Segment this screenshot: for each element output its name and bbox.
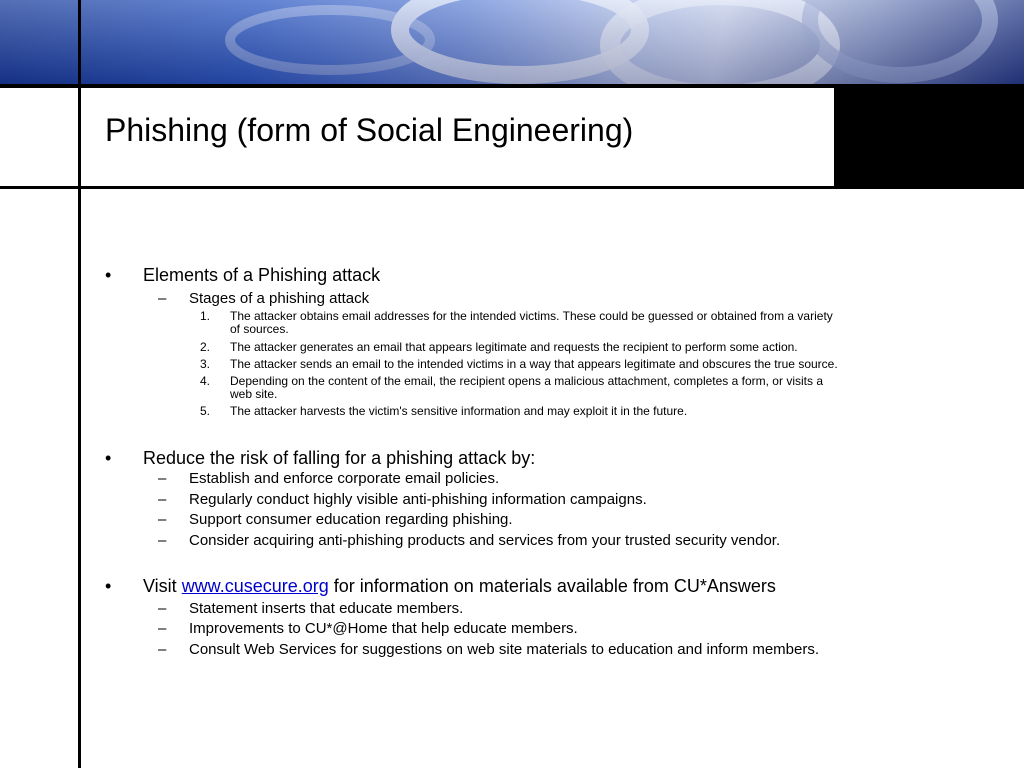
step-text-continued: web site. [230, 387, 278, 401]
step-number: 4. [200, 374, 211, 388]
step-text: The attacker generates an email that appears legitimate and requests the recipient to perform some action. [230, 340, 798, 354]
subitem: Consult Web Services for suggestions on web site materials to education and inform members. [189, 641, 820, 658]
visit-text-after: for information on materials available from CU*Answers [328, 576, 776, 596]
slide-title: Phishing (form of Social Engineering) [105, 112, 634, 148]
subitem: Regularly conduct highly visible anti-phishing information campaigns. [189, 491, 647, 508]
dash-marker: – [158, 600, 167, 617]
dash-marker: – [158, 470, 167, 487]
subitem: Statement inserts that educate members. [189, 600, 464, 617]
step-text: The attacker harvests the victim's sensitive information and may exploit it in the future. [230, 404, 688, 418]
section-heading-reduce-risk: Reduce the risk of falling for a phishing attack by: [143, 448, 536, 468]
step-text: The attacker obtains email addresses for the intended victims. These could be guessed or obtained from a variety [230, 309, 833, 323]
bullet-marker: • [105, 576, 112, 596]
subitem: Consider acquiring anti-phishing products and services from your trusted security vendor. [189, 532, 781, 549]
step-number: 2. [200, 340, 211, 354]
step-number: 5. [200, 404, 211, 418]
dash-marker: – [158, 511, 167, 528]
step-number: 1. [200, 309, 211, 323]
step-text-continued: of sources. [230, 322, 289, 336]
section-heading-elements: Elements of a Phishing attack [143, 265, 381, 285]
dash-marker: – [158, 532, 167, 549]
dash-marker: – [158, 290, 167, 307]
dash-marker: – [158, 641, 167, 658]
visit-text-before: Visit [143, 576, 182, 596]
section-heading-visit [143, 576, 776, 597]
bullet-marker: • [105, 265, 112, 285]
step-number: 3. [200, 357, 211, 371]
step-text: Depending on the content of the email, the recipient opens a malicious attachment, completes a form, or visits a [230, 374, 823, 388]
subitem: Support consumer education regarding phishing. [189, 511, 513, 528]
dash-marker: – [158, 620, 167, 637]
step-text: The attacker sends an email to the intended victims in a way that appears legitimate and obscures the true source. [230, 357, 838, 371]
subitem: Improvements to CU*@Home that help educate members. [189, 620, 578, 637]
bullet-marker: • [105, 448, 112, 468]
dash-marker: – [158, 491, 167, 508]
cusecure-link[interactable]: www.cusecure.org [181, 576, 329, 596]
subitem: Establish and enforce corporate email policies. [189, 470, 500, 487]
subitem-stages: Stages of a phishing attack [189, 290, 370, 307]
